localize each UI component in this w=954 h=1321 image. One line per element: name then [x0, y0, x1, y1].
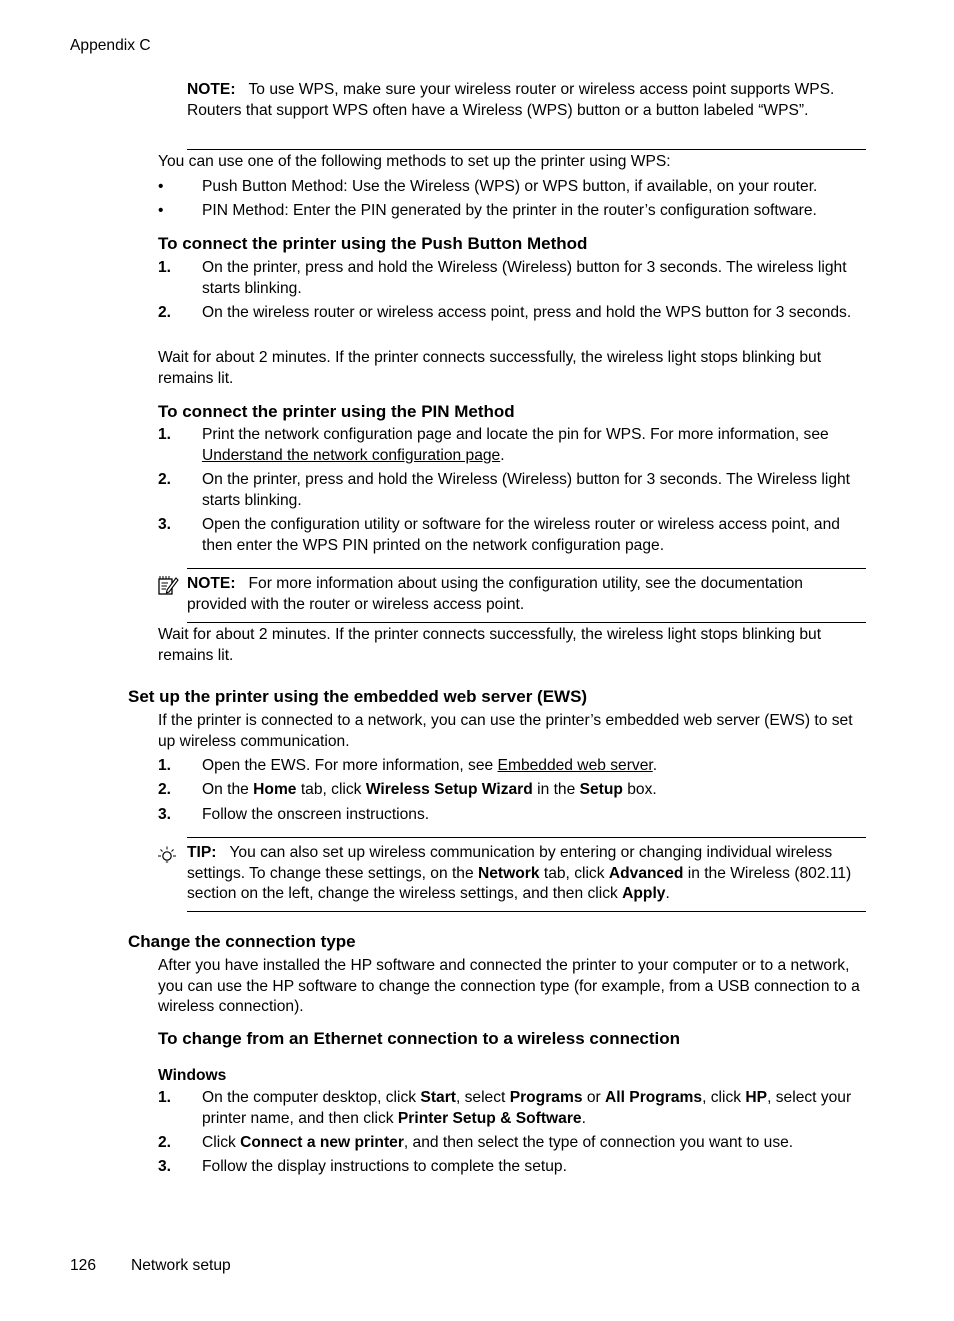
- step-number: 3.: [158, 1158, 172, 1175]
- step-text: box.: [622, 781, 657, 798]
- step-text: Click: [202, 1134, 241, 1151]
- connection-intro: After you have installed the HP software and connected the printer to your computer or to a network, you can use the HP software to change the connection type (for example, from a USB connection to a wireless connection).: [158, 957, 860, 1015]
- step-number: 1.: [158, 757, 172, 774]
- step-number: 3.: [158, 516, 172, 533]
- ui-term: Printer Setup & Software: [397, 1109, 582, 1127]
- step-text: Print the network configuration page and locate the pin for WPS. For more information, see: [202, 426, 829, 443]
- step-text: On the: [202, 781, 254, 798]
- step-text: On the computer desktop, click: [202, 1089, 421, 1106]
- ui-term: Network: [478, 864, 540, 882]
- ews-step-2: [202, 780, 867, 801]
- divider: [187, 149, 866, 150]
- divider: [187, 622, 866, 623]
- note-config-utility: [187, 574, 867, 615]
- windows-step-3: Follow the display instructions to complete the setup.: [202, 1158, 567, 1175]
- tip-text: tab, click: [539, 864, 609, 882]
- step-text: , and then select the type of connection you want to use.: [403, 1134, 794, 1151]
- tip-text: in the Wireless (802.11) section on the left, change the wireless settings, and then click: [187, 864, 852, 902]
- tip-text: .: [665, 885, 670, 902]
- step-text: tab, click: [296, 781, 366, 798]
- step-text: , select: [455, 1089, 510, 1106]
- heading-ews: Set up the printer using the embedded web server (EWS): [128, 687, 588, 706]
- step-number: 2.: [158, 304, 172, 321]
- note-text: For more information about using the configuration utility, see the documentation provided with the router or wireless access point.: [187, 575, 803, 613]
- push-after: Wait for about 2 minutes. If the printer connects successfully, the wireless light stops blinking but remains lit.: [158, 349, 822, 387]
- divider: [187, 837, 866, 838]
- step-number: 1.: [158, 426, 172, 443]
- push-step-2: On the wireless router or wireless access point, press and hold the WPS button for 3 seconds.: [202, 304, 852, 321]
- windows-step-1: [202, 1088, 867, 1129]
- ui-term: Connect a new printer: [240, 1134, 404, 1151]
- os-label: Windows: [158, 1067, 227, 1084]
- step-text: .: [500, 446, 505, 464]
- step-text: or: [582, 1089, 606, 1106]
- pin-step-2: On the printer, press and hold the Wireless (Wireless) button for 3 seconds. The Wireless light starts blinking.: [202, 471, 851, 509]
- ews-intro: If the printer is connected to a network, you can use the printer’s embedded web server (EWS) to set up wireless communication.: [158, 712, 853, 750]
- step-text: , click: [702, 1089, 746, 1106]
- link-network-config-page[interactable]: Understand the network configuration page: [202, 446, 501, 464]
- divider: [187, 568, 866, 569]
- footer-section: Network setup: [131, 1257, 231, 1274]
- note-label: NOTE:: [187, 81, 236, 98]
- pin-after: Wait for about 2 minutes. If the printer connects successfully, the wireless light stops blinking but remains lit.: [158, 626, 822, 664]
- bullet-marker: •: [158, 202, 164, 219]
- wps-intro: You can use one of the following methods to set up the printer using WPS:: [158, 153, 671, 170]
- step-text: Open the EWS. For more information, see: [202, 757, 498, 774]
- ui-term: Apply: [622, 885, 666, 902]
- step-number: 3.: [158, 806, 172, 823]
- note-wps: [187, 80, 867, 121]
- windows-step-2: [202, 1133, 867, 1154]
- ui-term: Advanced: [608, 864, 684, 882]
- bullet-marker: •: [158, 178, 164, 195]
- step-text: .: [652, 757, 658, 774]
- step-text: .: [581, 1109, 586, 1127]
- step-number: 2.: [158, 1134, 172, 1151]
- step-number: 1.: [158, 259, 172, 276]
- bullet-push: Push Button Method: Use the Wireless (WPS) or WPS button, if available, on your router.: [202, 178, 818, 195]
- pin-step-3: Open the configuration utility or software for the wireless router or wireless access point, and then enter the WPS PIN printed on the network configuration page.: [202, 516, 840, 554]
- ews-step-3: Follow the onscreen instructions.: [202, 806, 430, 823]
- page-number: 126: [70, 1257, 97, 1274]
- page-header: Appendix C: [70, 37, 151, 54]
- step-number: 2.: [158, 781, 172, 798]
- pin-step-1: [202, 425, 867, 466]
- step-number: 2.: [158, 471, 172, 488]
- tip-label: TIP:: [187, 844, 217, 861]
- link-embedded-web-server[interactable]: Embedded web server: [497, 757, 653, 774]
- divider: [187, 911, 866, 912]
- ui-term: Setup: [579, 781, 623, 798]
- ews-step-1: [202, 756, 867, 777]
- bullet-pin: PIN Method: Enter the PIN generated by the printer in the router’s configuration software.: [202, 202, 817, 219]
- lightbulb-icon: [156, 845, 178, 874]
- heading-ethernet-to-wireless: To change from an Ethernet connection to a wireless connection: [158, 1029, 681, 1048]
- ui-term: HP: [745, 1089, 768, 1106]
- ui-term: Programs: [509, 1089, 583, 1106]
- heading-connection-type: Change the connection type: [128, 932, 356, 951]
- note-text: To use WPS, make sure your wireless router or wireless access point supports WPS. Routers that support WPS often have a Wireless (WPS) button or a button labeled “WPS”.: [187, 81, 835, 119]
- note-label: NOTE:: [187, 575, 236, 592]
- tip-advanced-settings: [187, 843, 869, 905]
- note-icon: [157, 574, 179, 603]
- ui-term: All Programs: [605, 1089, 703, 1106]
- push-step-1: On the printer, press and hold the Wireless (Wireless) button for 3 seconds. The wireless light starts blinking.: [202, 259, 847, 297]
- ui-term: Home: [253, 781, 297, 798]
- heading-pin: To connect the printer using the PIN Method: [158, 402, 515, 421]
- tip-text: You can also set up wireless communication by entering or changing individual wireless settings. To change these settings, on the: [187, 844, 833, 882]
- ui-term: Wireless Setup Wizard: [365, 781, 533, 798]
- heading-push-button: To connect the printer using the Push Button Method: [158, 234, 588, 253]
- step-text: , select your printer name, and then click: [202, 1089, 852, 1127]
- step-number: 1.: [158, 1089, 172, 1106]
- ui-term: Start: [420, 1089, 456, 1106]
- step-text: in the: [532, 781, 580, 798]
